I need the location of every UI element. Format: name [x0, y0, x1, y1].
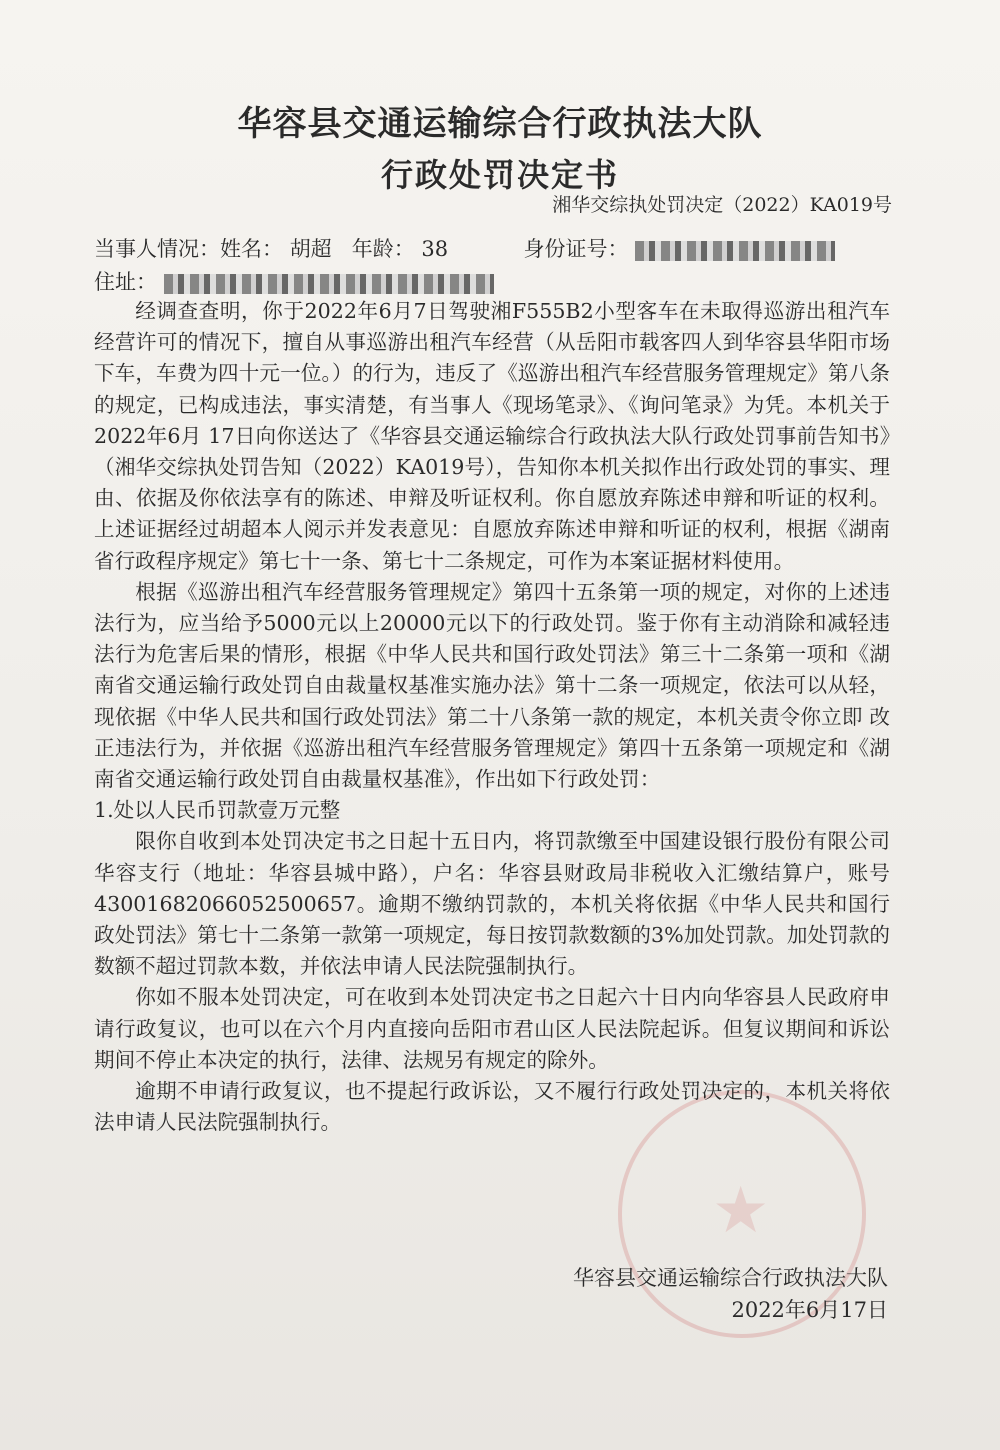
agency-title: 华容县交通运输综合行政执法大队 [237, 104, 763, 144]
signature-date: 2022年6月17日 [731, 1298, 888, 1322]
party-info-line [94, 233, 835, 263]
document-number: 湘华交综执处罚决定（2022）KA019号 [552, 194, 892, 216]
address-line [94, 266, 494, 296]
paragraph-legal-basis: 根据《巡游出租汽车经营服务管理规定》第四十五条第一项的规定，对你的上述违法行为，应当给予5000元以上20000元以下的行政处罚。鉴于你有主动消除和减轻违法行为危害后果的情形，根据《中华人民共和国行政处罚法》第三十二条第一项和《湖南省交通运输行政处罚自由裁量权基准实施办法》第十二条一项规定，依法可以从轻，现依据《中华人民共和国行政处罚法》第二十八条第一款的规定，本机关责令你立即 改正违法行为，并依据《巡游出租汽车经营服务管理规定》第四十五条第一项规定和《湖南省交通运输行政处罚自由裁量权基准》，作出如下行政处罚： [94, 579, 890, 792]
party-age: 38 [421, 237, 449, 261]
redacted-address [164, 274, 494, 294]
decision-body [94, 296, 890, 1138]
age-label: 年龄： [351, 237, 415, 261]
redacted-id [635, 241, 835, 261]
document-title: 行政处罚决定书 [380, 156, 619, 194]
address-label: 住址： [94, 270, 157, 294]
name-label: 姓名： [220, 237, 283, 261]
paragraph-penalty: 1.处以人民币罚款壹万元整 [94, 798, 341, 823]
paragraph-enforcement: 逾期不申请行政复议，也不提起行政诉讼，又不履行行政处罚决定的，本机关将依法申请人民法院强制执行。 [94, 1079, 890, 1135]
id-label: 身份证号： [523, 237, 629, 261]
paragraph-payment: 限你自收到本处罚决定书之日起十五日内，将罚款缴至中国建设银行股份有限公司华容支行（地址：华容县城中路），户名：华容县财政局非税收入汇缴结算户，账号43001682066052500657。逾期不缴纳罚款的，本机关将依据《中华人民共和国行政处罚法》第七十二条第一款第一项规定，每日按罚款数额的3%加处罚款。加处罚款的数额不超过罚款本数，并依法申请人民法院强制执行。 [94, 829, 890, 979]
signature-block [573, 1262, 888, 1326]
signature-agency: 华容县交通运输综合行政执法大队 [573, 1266, 888, 1290]
paragraph-facts: 经调查查明，你于2022年6月7日驾驶湘F555B2小型客车在未取得巡游出租汽车经营许可的情况下，擅自从事巡游出租汽车经营（从岳阳市载客四人到华容县华阳市场下车，车费为四十元一位。）的行为，违反了《巡游出租汽车经营服务管理规定》第八条的规定，已构成违法，事实清楚，有当事人《现场笔录》、《询问笔录》为凭。本机关于 2022年6月 17日向你送达了《华容县交通运输综合行政执法大队行政处罚事前告知书》（湘华交综执处罚告知（2022）KA019号），告知你本机关拟作出行政处罚的事实、理由、依据及你依法享有的陈述、申辩及听证权利。你自愿放弃陈述申辩和听证的权利。上述证据经过胡超本人阅示并发表意见：自愿放弃陈述申辩和听证的权利，根据《湖南省行政程序规定》第七十一条、第七十二条规定，可作为本案证据材料使用。 [94, 299, 890, 573]
party-name: 胡超 [289, 237, 332, 261]
paragraph-appeal: 你如不服本处罚决定，可在收到本处罚决定书之日起六十日内向华容县人民政府申请行政复议，也可以在六个月内直接向岳阳市君山区人民法院起诉。但复议期间和诉讼期间不停止本决定的执行，法律、法规另有规定的除外。 [94, 985, 890, 1072]
party-label: 当事人情况： [94, 237, 220, 261]
